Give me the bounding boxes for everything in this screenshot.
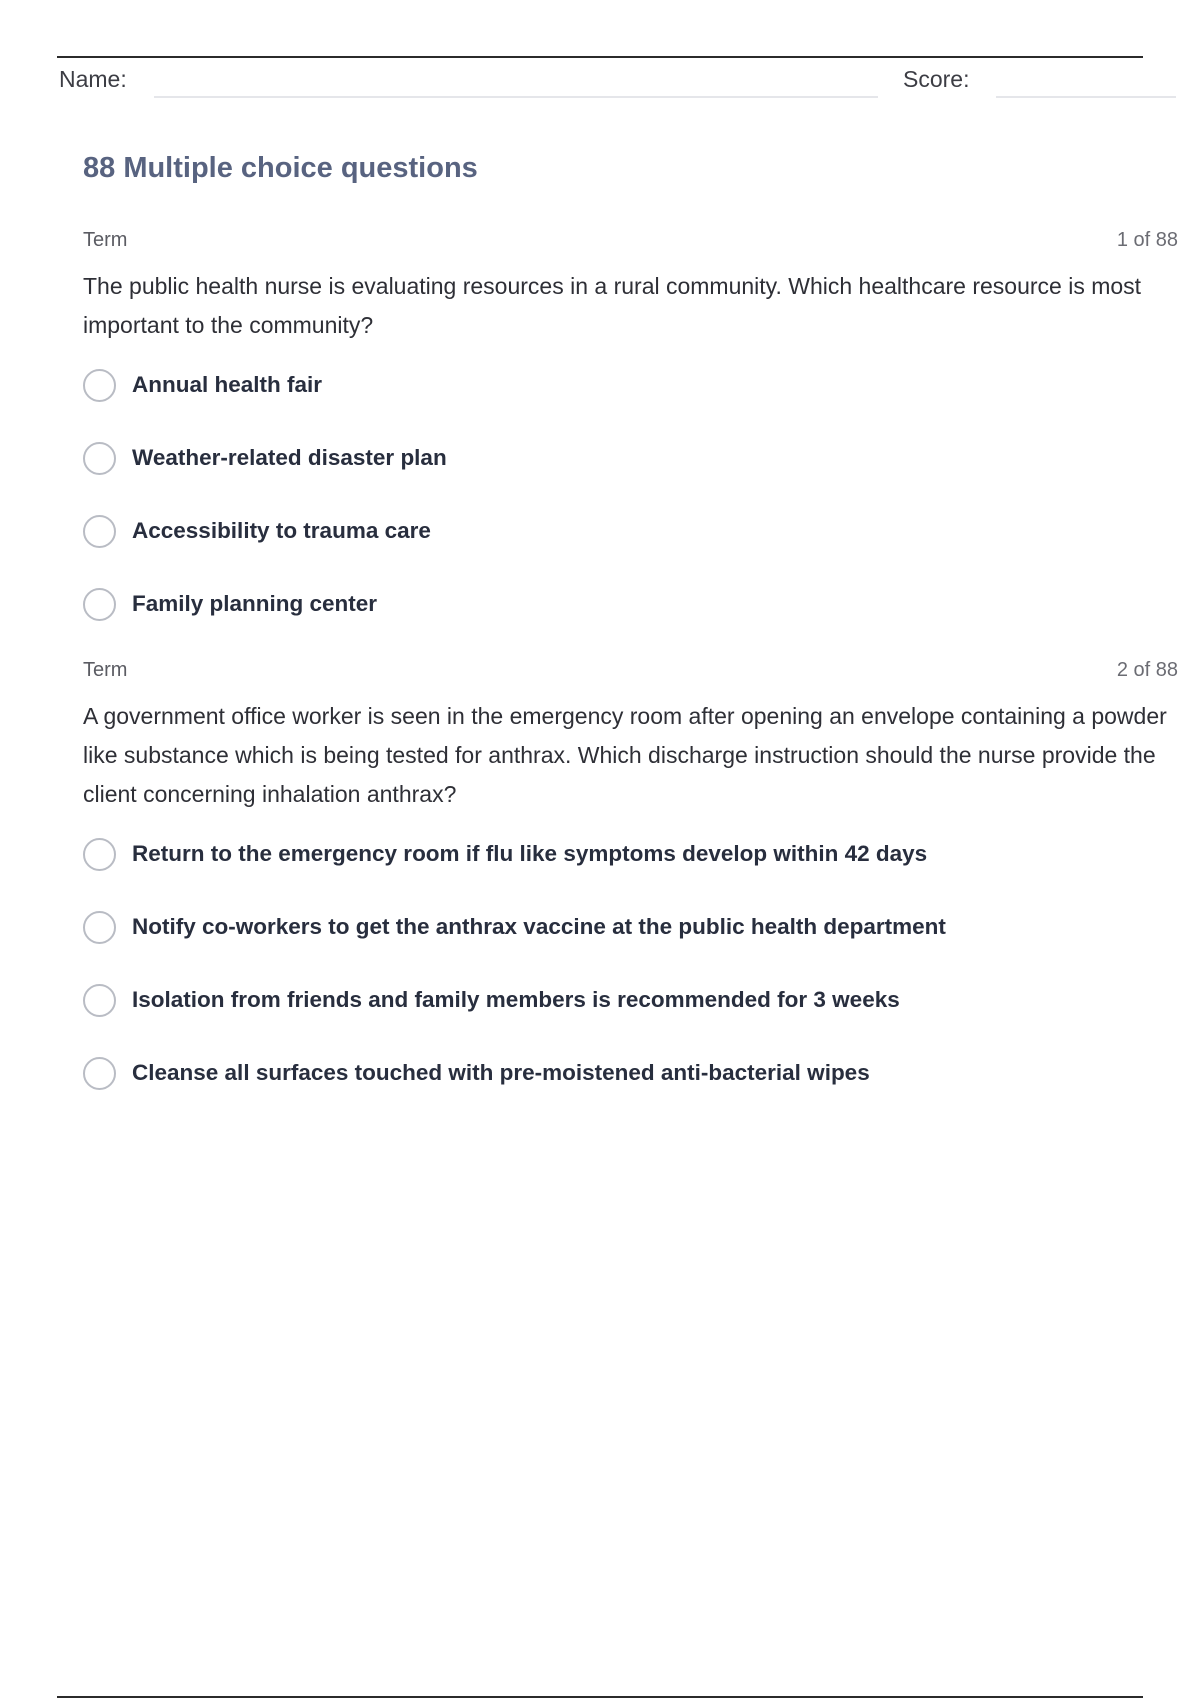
answer-option-label: Isolation from friends and family members is recommended for 3 weeks: [132, 987, 900, 1012]
radio-button-icon[interactable]: [83, 911, 116, 944]
answer-option[interactable]: [83, 588, 1178, 661]
question-2: [83, 659, 1178, 1130]
answer-option[interactable]: [83, 369, 1178, 442]
radio-button-icon[interactable]: [83, 588, 116, 621]
question-header: [83, 229, 1178, 257]
name-label: Name:: [59, 66, 127, 92]
answer-option-label: Weather-related disaster plan: [132, 445, 447, 470]
question-text: The public health nurse is evaluating resources in a rural community. Which healthcare resource is most important to the community?: [83, 273, 1142, 338]
answer-options: [83, 838, 1178, 1130]
answer-options: [83, 369, 1178, 661]
answer-option[interactable]: [83, 838, 1178, 911]
answer-option[interactable]: [83, 515, 1178, 588]
answer-option-label: Notify co-workers to get the anthrax vaccine at the public health department: [132, 914, 946, 939]
answer-option-label: Return to the emergency room if flu like symptoms develop within 42 days: [132, 841, 928, 866]
answer-option[interactable]: [83, 1057, 1178, 1130]
radio-button-icon[interactable]: [83, 1057, 116, 1090]
question-term-label: Term: [83, 659, 128, 681]
answer-option-label: Annual health fair: [132, 372, 323, 397]
score-label: Score:: [903, 66, 970, 92]
answer-option[interactable]: [83, 984, 1178, 1057]
answer-option[interactable]: [83, 442, 1178, 515]
radio-button-icon[interactable]: [83, 838, 116, 871]
name-field[interactable]: [154, 96, 878, 98]
question-header: [83, 659, 1178, 687]
question-counter: 1 of 88: [1116, 229, 1178, 251]
radio-button-icon[interactable]: [83, 442, 116, 475]
answer-option-label: Cleanse all surfaces touched with pre-moistened anti-bacterial wipes: [132, 1060, 870, 1085]
quiz-title: 88 Multiple choice questions: [83, 152, 478, 184]
answer-option[interactable]: [83, 911, 1178, 984]
radio-button-icon[interactable]: [83, 369, 116, 402]
radio-button-icon[interactable]: [83, 984, 116, 1017]
top-rule: [57, 56, 1143, 58]
question-term-label: Term: [83, 229, 128, 251]
question-counter: 2 of 88: [1116, 659, 1178, 681]
answer-option-label: Family planning center: [132, 591, 378, 616]
question-text: A government office worker is seen in the emergency room after opening an envelope containing a powder like substance which is being tested for anthrax. Which discharge instruction should the nurse provide the client concerning inhalation anthrax?: [83, 703, 1167, 807]
score-field[interactable]: [996, 96, 1176, 98]
bottom-rule: [57, 1696, 1143, 1698]
question-1: [83, 229, 1178, 661]
name-score-row: [59, 62, 1179, 102]
radio-button-icon[interactable]: [83, 515, 116, 548]
answer-option-label: Accessibility to trauma care: [132, 518, 431, 543]
